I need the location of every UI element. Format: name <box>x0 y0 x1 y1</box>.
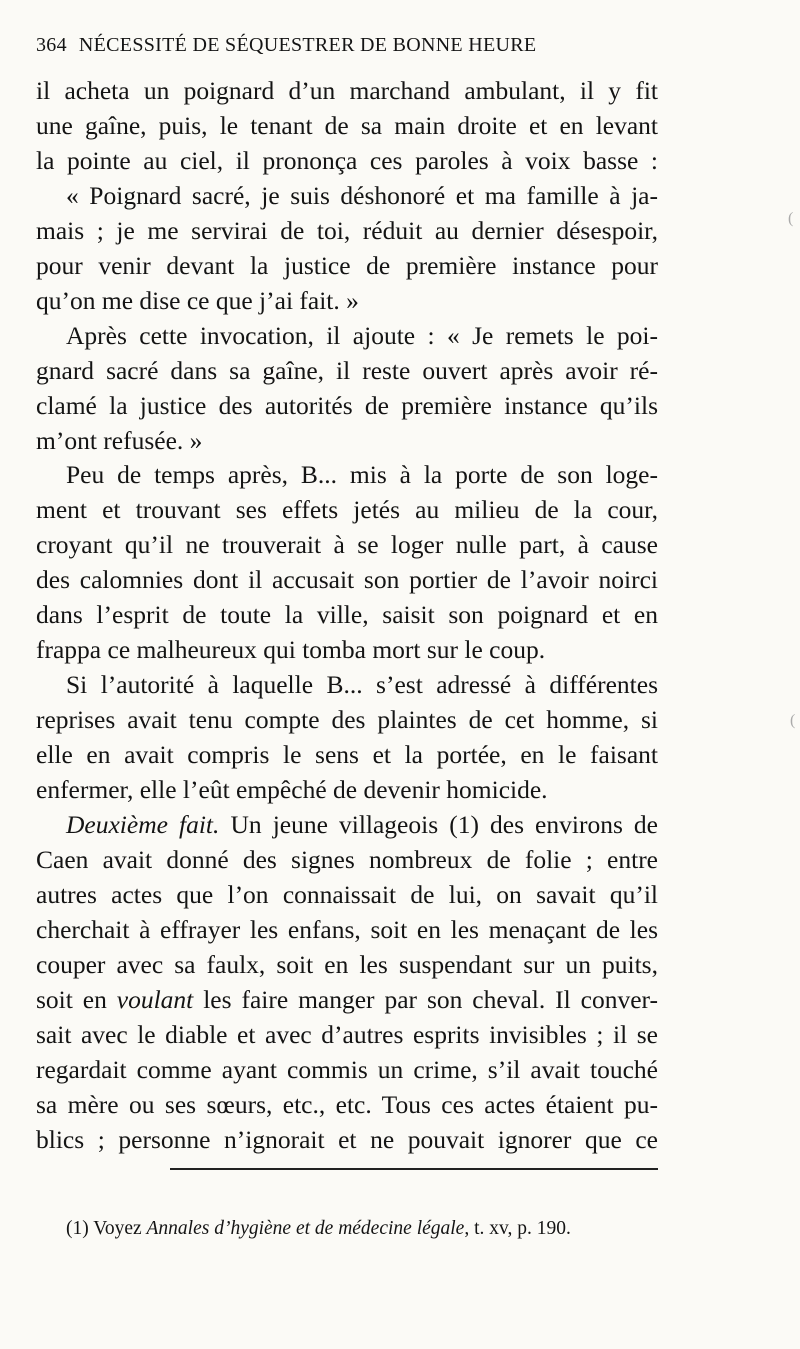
text-line: Deuxième fait. Un jeune villageois (1) des environs de <box>66 810 659 839</box>
text-line: la pointe au ciel, il prononça ces paroles à voix basse : <box>36 146 658 175</box>
text-line: Caen avait donné des signes nombreux de folie ; entre <box>36 845 658 874</box>
text-line: « Poignard sacré, je suis déshonoré et ma famille à ja- <box>66 181 658 210</box>
running-title: NÉCESSITÉ DE SÉQUESTRER DE BONNE HEURE <box>78 34 537 56</box>
text-line: gnard sacré dans sa gaîne, il reste ouvert après avoir ré- <box>36 356 658 385</box>
text-line: autres actes que l’on connaissait de lui, on savait qu’il <box>36 880 658 909</box>
text-line: croyant qu’il ne trouverait à se loger nulle part, à cause <box>36 530 658 559</box>
text-line: reprises avait tenu compte des plaintes de cet homme, si <box>36 705 658 734</box>
text-line: mais ; je me servirai de toi, réduit au dernier désespoir, <box>36 216 658 245</box>
text-line: sait avec le diable et avec d’autres esprits invisibles ; il se <box>36 1020 658 1049</box>
text-line: cherchait à effrayer les enfans, soit en les menaçant de les <box>36 915 658 944</box>
page-number: 364 <box>36 34 67 56</box>
text-line: qu’on me dise ce que j’ai fait. » <box>36 286 359 315</box>
running-header <box>36 34 606 68</box>
text-line: des calomnies dont il accusait son portier de l’avoir noirci <box>36 565 658 594</box>
text-line: clamé la justice des autorités de première instance qu’ils <box>36 391 658 420</box>
text-line: blics ; personne n’ignorait et ne pouvait ignorer que ce <box>36 1125 658 1154</box>
text-line: enfermer, elle l’eût empêché de devenir homicide. <box>36 775 548 804</box>
text-line: une gaîne, puis, le tenant de sa main droite et en levant <box>36 111 658 140</box>
text-line: elle en avait compris le sens et la portée, en le faisant <box>36 740 658 769</box>
text-line: frappa ce malheureux qui tomba mort sur le coup. <box>36 635 546 664</box>
text-line: sa mère ou ses sœurs, etc., etc. Tous ces actes étaient pu- <box>36 1090 658 1119</box>
text-line: couper avec sa faulx, soit en les suspendant sur un puits, <box>36 950 658 979</box>
footnote: (1) Voyez Annales d’hygiène et de médecine légale, t. xv, p. 190. <box>66 1218 571 1239</box>
italic-word: voulant <box>116 985 194 1014</box>
text-line: ment et trouvant ses effets jetés au milieu de la cour, <box>36 495 658 524</box>
footnote-rule <box>170 1168 658 1170</box>
text-line: dans l’esprit de toute la ville, saisit son poignard et en <box>36 600 658 629</box>
margin-mark: ( <box>788 210 794 227</box>
text-line: Si l’autorité à laquelle B... s’est adressé à différentes <box>66 670 658 699</box>
footnote-journal-title: Annales d’hygiène et de médecine légale <box>146 1218 465 1239</box>
text-line: il acheta un poignard d’un marchand ambulant, il y fit <box>36 76 658 105</box>
text-line: Après cette invocation, il ajoute : « Je remets le poi- <box>66 321 658 350</box>
italic-heading: Deuxième fait. <box>66 810 220 839</box>
text-line: pour venir devant la justice de première instance pour <box>36 251 658 280</box>
text-line: regardait comme ayant commis un crime, s’il avait touché <box>36 1055 658 1084</box>
text-line: soit en voulant les faire manger par son cheval. Il conver- <box>36 985 659 1014</box>
text-line: Peu de temps après, B... mis à la porte de son loge- <box>66 460 658 489</box>
margin-mark: ( <box>790 712 796 729</box>
text-line: m’ont refusée. » <box>36 426 203 455</box>
